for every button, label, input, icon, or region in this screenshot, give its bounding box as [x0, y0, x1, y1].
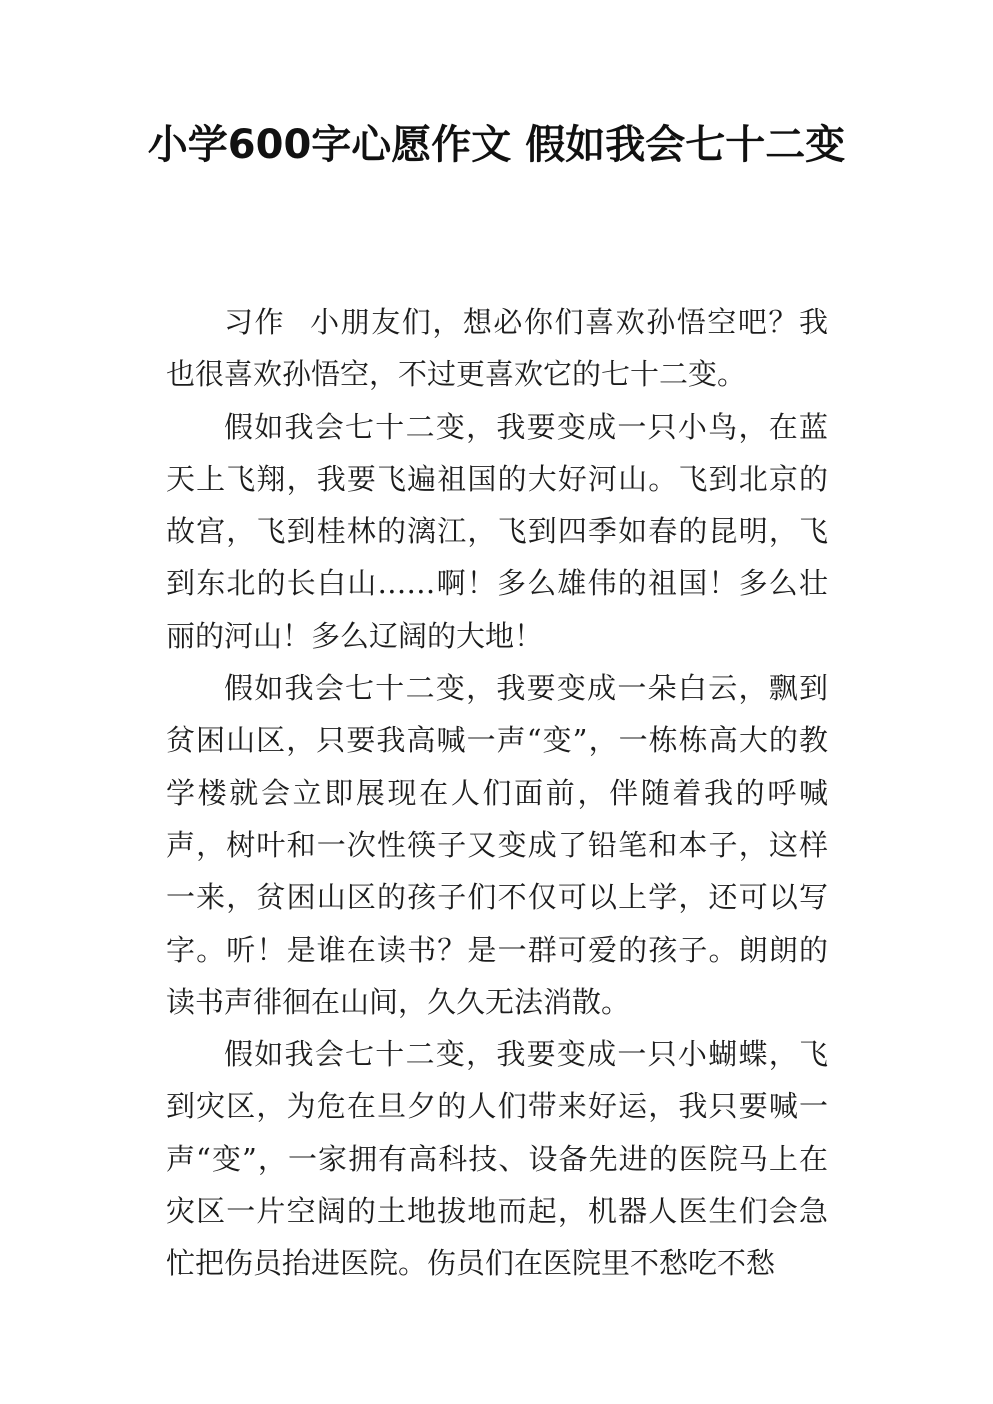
paragraph: 假如我会七十二变，我要变成一朵白云，飘到贫困山区，只要我高喊一声“变”，一栋栋高大的教学楼就会立即展现在人们面前，伴随着我的呼喊声，树叶和一次性筷子又变成了铅笔和本子，这样一来，贫困山区的孩子们不仅可以上学，还可以写字。听！是谁在读书？是一群可爱的孩子。朗朗的读书声徘徊在山间，久久无法消散。	[166, 671, 828, 1019]
paragraph-text: 小朋友们，想必你们喜欢孙悟空吧？我也很喜欢孙悟空，不过更喜欢它的七十二变。	[166, 305, 828, 392]
paragraph: 假如我会七十二变，我要变成一只小蝴蝶，飞到灾区，为危在旦夕的人们带来好运，我只要喊一声“变”，一家拥有高科技、设备先进的医院马上在灾区一片空阔的土地拔地而起，机器人医生们会急忙把伤员抬进医院。伤员们在医院里不愁吃不愁	[166, 1037, 828, 1281]
intro-label: 习作	[224, 305, 286, 339]
document-body	[166, 296, 828, 1290]
paragraph-intro	[166, 296, 828, 401]
paragraph: 假如我会七十二变，我要变成一只小鸟，在蓝天上飞翔，我要飞遍祖国的大好河山。飞到北京的故宫，飞到桂林的漓江，飞到四季如春的昆明，飞到东北的长白山……啊！多么雄伟的祖国！多么壮丽的河山！多么辽阔的大地！	[166, 409, 828, 653]
document-title: 小学600字心愿作文 假如我会七十二变	[147, 122, 846, 168]
